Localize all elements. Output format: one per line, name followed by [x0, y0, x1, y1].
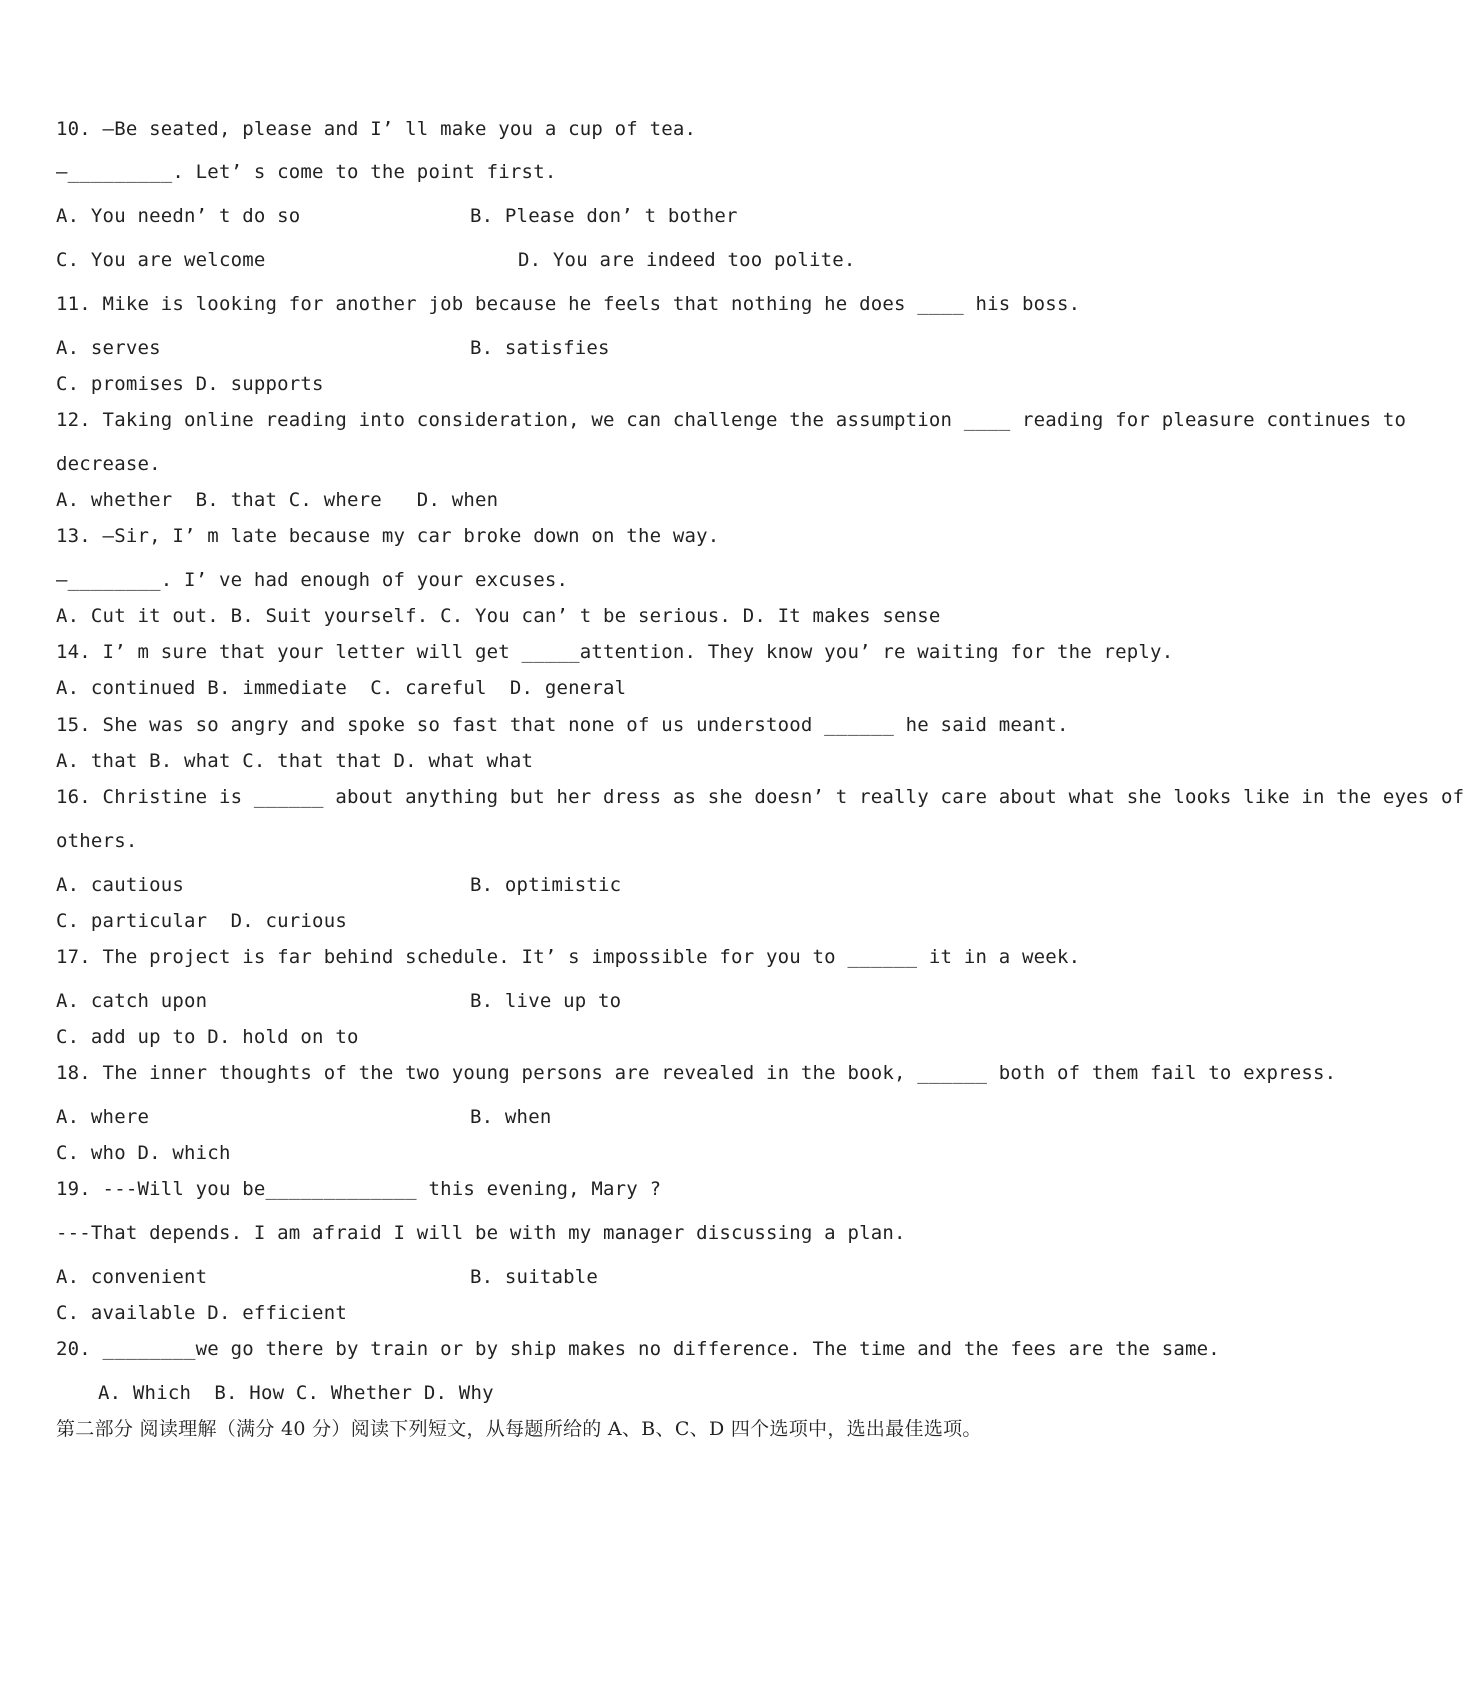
q10-reply: —_________. Let’ s come to the point first. [56, 161, 557, 183]
q12-stem: 12. Taking online reading into consideration, we can challenge the assumption ____ reading for pleasure continues to [56, 409, 1407, 431]
q10-option-d: D. You are indeed too polite. [518, 249, 856, 271]
q18-option-b: B. when [470, 1106, 552, 1128]
q15-options: A. that B. what C. that that D. what what [56, 750, 534, 772]
q16-stem: 16. Christine is ______ about anything but her dress as she doesn’ t really care about what she looks like in the eyes of [56, 786, 1464, 808]
q19-options-cd: C. available D. efficient [56, 1302, 347, 1324]
q11-option-a: A. serves [56, 337, 161, 359]
q13-reply: —________. I’ ve had enough of your excuses. [56, 569, 569, 591]
q17-option-a: A. catch upon [56, 990, 208, 1012]
q18-options-cd: C. who D. which [56, 1142, 231, 1164]
q13-options: A. Cut it out. B. Suit yourself. C. You can’ t be serious. D. It makes sense [56, 605, 941, 627]
q10-stem: 10. —Be seated, please and I’ ll make you a cup of tea. [56, 118, 697, 140]
q19-stem: 19. ---Will you be_____________ this evening, Mary ? [56, 1178, 662, 1200]
q16-stem-continued: others. [56, 830, 138, 852]
q19-option-b: B. suitable [470, 1266, 599, 1288]
q15-stem: 15. She was so angry and spoke so fast that none of us understood ______ he said meant. [56, 714, 1069, 736]
q14-options: A. continued B. immediate C. careful D. general [56, 677, 627, 699]
q20-stem: 20. ________we go there by train or by ship makes no difference. The time and the fees are the same. [56, 1338, 1220, 1360]
q18-option-a: A. where [56, 1106, 150, 1128]
q20-options: A. Which B. How C. Whether D. Why [98, 1382, 494, 1404]
q18-stem: 18. The inner thoughts of the two young persons are revealed in the book, ______ both of them fail to express. [56, 1062, 1337, 1084]
q10-option-a: A. You needn’ t do so [56, 205, 301, 227]
q11-options-cd: C. promises D. supports [56, 373, 324, 395]
q16-option-b: B. optimistic [470, 874, 622, 896]
q19-reply: ---That depends. I am afraid I will be with my manager discussing a plan. [56, 1222, 906, 1244]
q13-stem: 13. —Sir, I’ m late because my car broke down on the way. [56, 525, 720, 547]
q12-options: A. whether B. that C. where D. when [56, 489, 499, 511]
q16-options-cd: C. particular D. curious [56, 910, 347, 932]
q11-option-b: B. satisfies [470, 337, 610, 359]
q11-stem: 11. Mike is looking for another job because he feels that nothing he does ____ his boss. [56, 293, 1081, 315]
q17-option-b: B. live up to [470, 990, 622, 1012]
q16-option-a: A. cautious [56, 874, 185, 896]
q17-stem: 17. The project is far behind schedule. It’ s impossible for you to ______ it in a week. [56, 946, 1081, 968]
section-2-heading: 第二部分 阅读理解（满分 40 分）阅读下列短文，从每题所给的 A、B、C、D 四个选项中，选出最佳选项。 [56, 1418, 982, 1440]
q19-option-a: A. convenient [56, 1266, 208, 1288]
q14-stem: 14. I’ m sure that your letter will get _____attention. They know you’ re waiting for the reply. [56, 641, 1174, 663]
q12-stem-continued: decrease. [56, 453, 161, 475]
q10-option-c: C. You are welcome [56, 249, 266, 271]
q10-option-b: B. Please don’ t bother [470, 205, 738, 227]
q17-options-cd: C. add up to D. hold on to [56, 1026, 359, 1048]
